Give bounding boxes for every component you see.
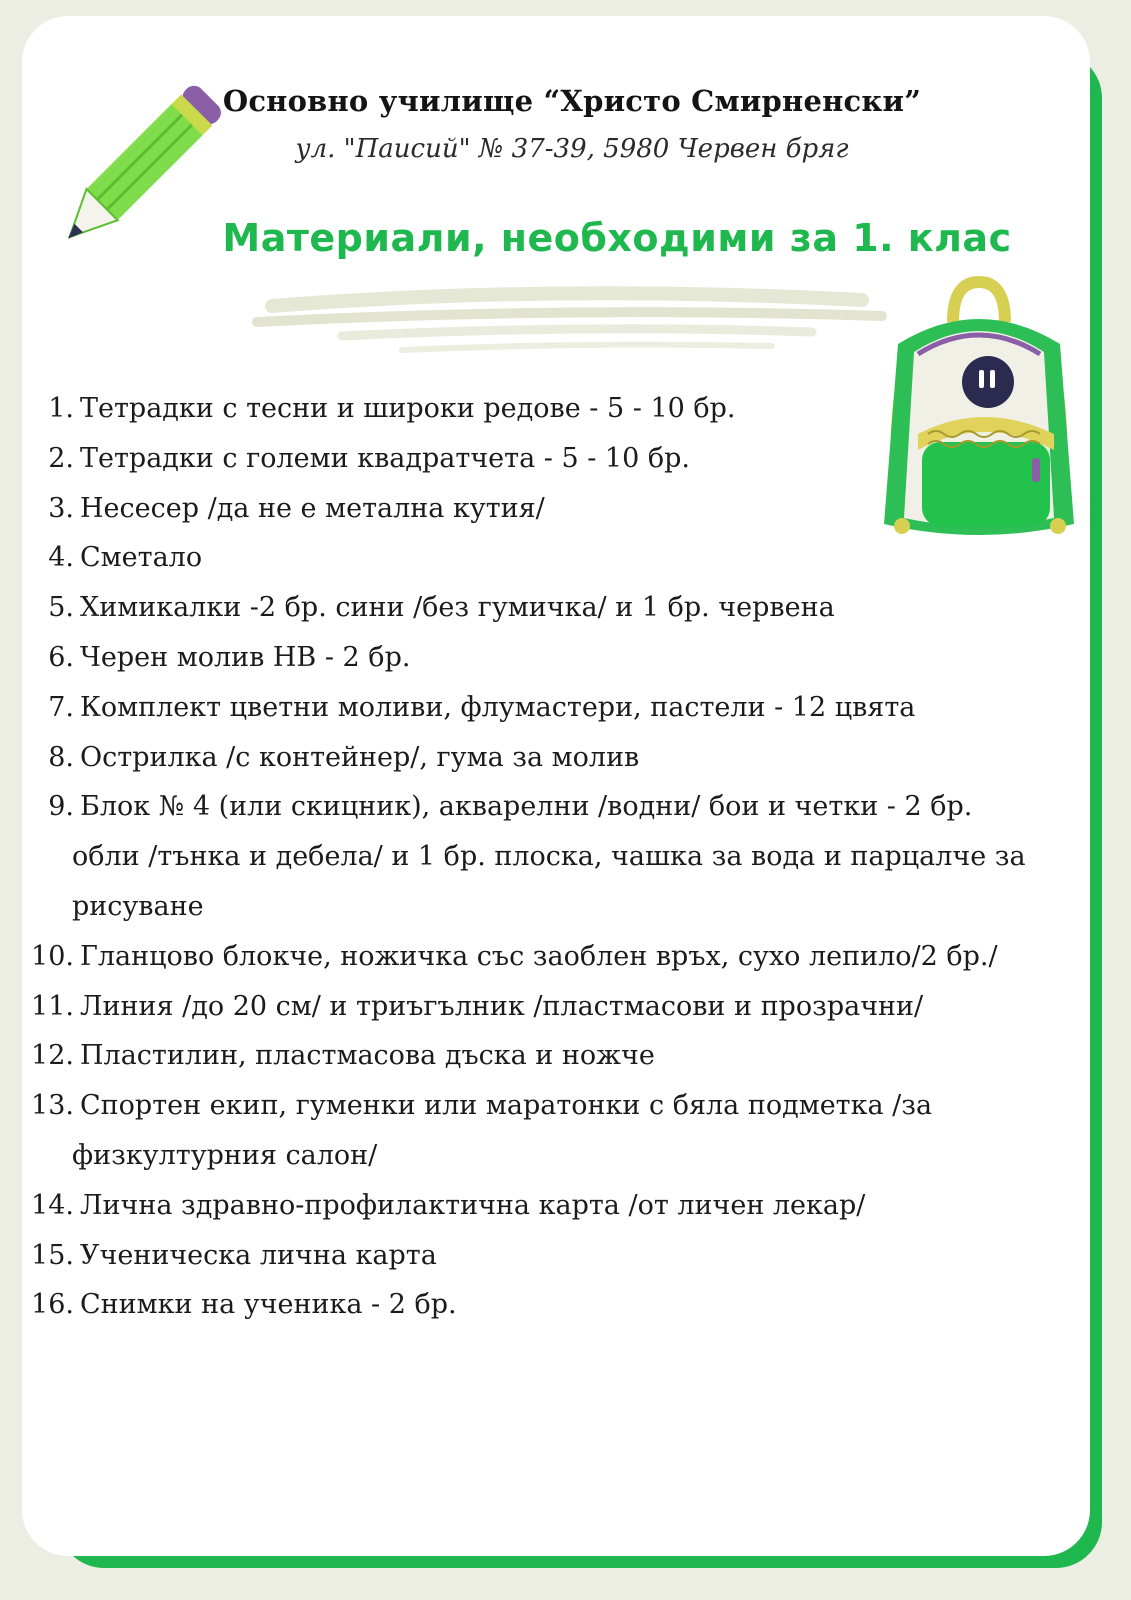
item-text: Пластилин, пластмасова дъска и ножче	[80, 1040, 655, 1072]
item-text: Линия /до 20 см/ и триъгълник /пластмасови и прозрачни/	[80, 990, 924, 1022]
list-item	[22, 683, 1090, 733]
item-text: Снимки на ученика - 2 бр.	[80, 1289, 457, 1321]
list-item	[22, 1181, 1090, 1231]
item-number: 6.	[48, 641, 74, 673]
item-number: 3.	[48, 492, 74, 524]
item-number: 15.	[31, 1239, 74, 1271]
school-address: ул. "Паисий" № 37-39, 5980 Червен бряг	[295, 134, 849, 164]
list-item	[22, 1231, 1090, 1281]
item-number: 11.	[31, 990, 74, 1022]
list-item	[22, 982, 1090, 1032]
item-text: Черен молив НВ - 2 бр.	[80, 641, 411, 673]
item-number: 7.	[48, 691, 74, 723]
pencil-icon	[36, 82, 236, 282]
supplies-list	[22, 384, 1090, 1330]
item-text: Ученическа лична карта	[80, 1239, 437, 1271]
item-number: 10.	[31, 940, 74, 972]
item-text: Гланцово блокче, ножичка със заоблен връх, сухо лепило/2 бр./	[80, 940, 998, 972]
item-text: Тетрадки с тесни и широки редове - 5 - 10 бр.	[80, 393, 736, 424]
item-text: Блок № 4 (или скицник), акварелни /водни/ бои и четки - 2 бр. обли /тънка и дебела/ и 1 бр. плоска, чашка за вода и парцалче за рисуване	[72, 791, 1026, 922]
item-number: 12.	[31, 1040, 74, 1072]
list-item	[22, 733, 1090, 783]
list-item	[22, 533, 1090, 583]
item-number: 14.	[31, 1189, 74, 1221]
item-text: Лична здравно-профилактична карта /от личен лекар/	[80, 1189, 866, 1221]
item-number: 9.	[48, 791, 74, 823]
list-item	[22, 1031, 1090, 1081]
item-text: Химикалки -2 бр. сини /без гумичка/ и 1 бр. червена	[80, 592, 835, 624]
list-item	[22, 484, 1090, 534]
list-item	[22, 384, 1090, 434]
item-number: 5.	[48, 592, 74, 624]
item-text: Тетрадки с големи квадратчета - 5 - 10 бр.	[80, 442, 690, 474]
item-text: Несесер /да не е метална кутия/	[80, 492, 545, 524]
list-item	[22, 782, 1090, 931]
list-item	[22, 583, 1090, 633]
item-number: 2.	[48, 442, 74, 474]
document-card	[22, 16, 1090, 1556]
item-text: Острилка /с контейнер/, гума за молив	[80, 741, 640, 773]
list-item	[22, 932, 1090, 982]
item-number: 8.	[48, 741, 74, 773]
item-number: 16.	[31, 1289, 74, 1321]
item-text: Спортен екип, гуменки или маратонки с бяла подметка /за физкултурния салон/	[72, 1090, 933, 1171]
item-text: Комплект цветни моливи, флумастери, пастели - 12 цвята	[80, 691, 916, 723]
list-item	[22, 1081, 1090, 1181]
item-number: 1.	[48, 393, 74, 424]
list-item	[22, 633, 1090, 683]
list-item	[22, 1280, 1090, 1330]
item-number: 4.	[48, 542, 74, 574]
school-name: Основно училище “Христо Смирненски”	[222, 84, 922, 118]
list-item	[22, 434, 1090, 484]
page-title: Материали, необходими за 1. клас	[222, 216, 1012, 260]
item-number: 13.	[31, 1090, 74, 1122]
item-text: Сметало	[80, 542, 203, 574]
brush-stroke	[252, 276, 892, 360]
